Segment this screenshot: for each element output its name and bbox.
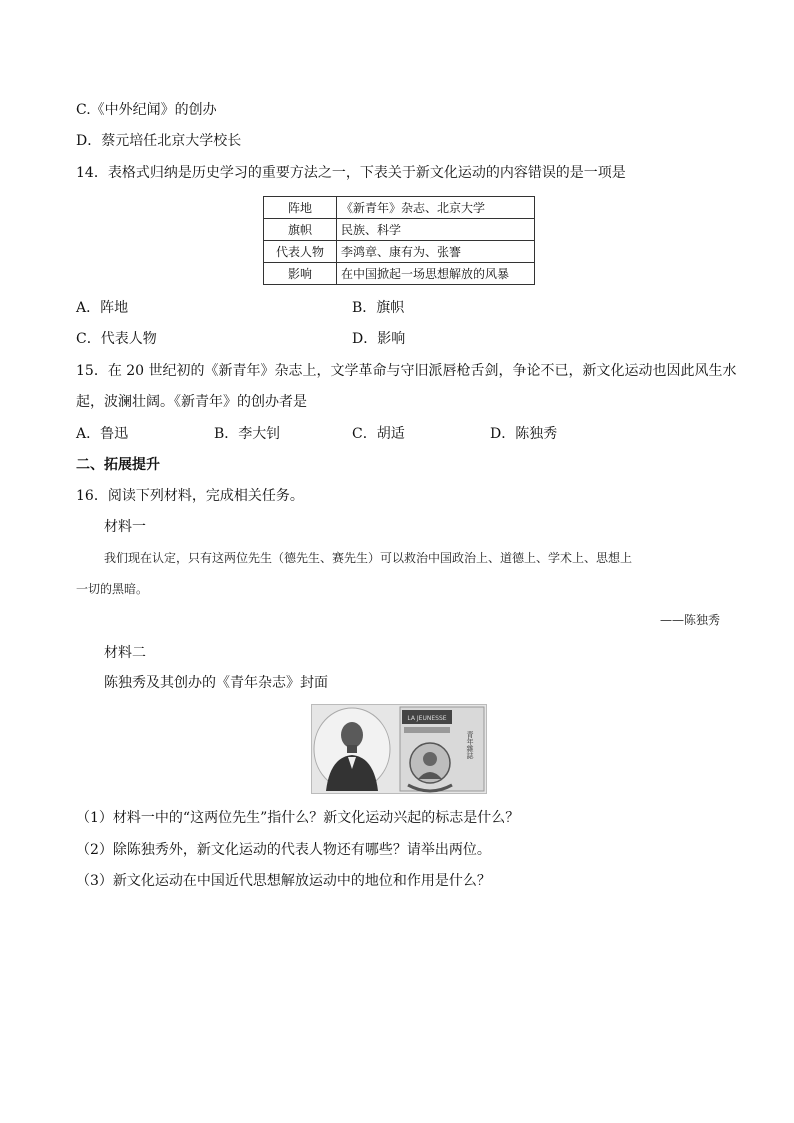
q14-option-d: D．影响 [352, 331, 406, 347]
q16-stem: 16．阅读下列材料，完成相关任务。 [76, 488, 304, 504]
table-row [264, 197, 535, 219]
q16-subquestion-1: （1）材料一中的“这两位先生”指什么？新文化运动兴起的标志是什么？ [76, 810, 520, 826]
cover-title: LA JEUNESSE [407, 715, 447, 722]
q15-option-b: B．李大钊 [214, 426, 281, 442]
q14-table [263, 196, 535, 285]
table-value: 《新青年》杂志、北京大学 [337, 197, 535, 219]
material-1-quote-line2: 一切的黑暗。 [76, 582, 149, 596]
material-1-attribution: ——陈独秀 [659, 613, 720, 627]
q16-subquestion-2: （2）除陈独秀外，新文化运动的代表人物还有哪些？请举出两位。 [76, 842, 491, 858]
q15-option-c: C．胡适 [352, 426, 405, 442]
q14-stem: 14．表格式归纳是历史学习的重要方法之一，下表关于新文化运动的内容错误的是一项是 [76, 165, 626, 181]
material-2-title: 材料二 [104, 645, 146, 661]
table-key: 旗帜 [264, 219, 337, 241]
q16-subquestion-3: （3）新文化运动在中国近代思想解放运动中的地位和作用是什么？ [76, 873, 491, 889]
table-value: 李鸿章、康有为、张謇 [337, 241, 535, 263]
table-key: 代表人物 [264, 241, 337, 263]
q14-option-c: C．代表人物 [76, 331, 157, 347]
material-1-title: 材料一 [104, 519, 146, 535]
q15-option-a: A．鲁迅 [76, 426, 129, 442]
cover-vertical-title: 青年雜誌 [466, 731, 474, 759]
table-value: 在中国掀起一场思想解放的风暴 [337, 263, 535, 285]
q15-stem-line1: 15．在 20 世纪初的《新青年》杂志上，文学革命与守旧派唇枪舌剑，争论不已，新文化运动也因此风生水 [76, 363, 737, 379]
table-key: 影响 [264, 263, 337, 285]
table-key: 阵地 [264, 197, 337, 219]
q14-option-a: A．阵地 [76, 300, 129, 316]
magazine-cover-image [311, 704, 487, 794]
q15-option-d: D．陈独秀 [490, 426, 558, 442]
section-title: 二、拓展提升 [76, 457, 160, 473]
table-value: 民族、科学 [337, 219, 535, 241]
q13-option-c: C.《中外纪闻》的创办 [76, 102, 217, 118]
material-2-caption: 陈独秀及其创办的《青年杂志》封面 [104, 675, 328, 691]
table-row [264, 263, 535, 285]
table-row [264, 241, 535, 263]
q14-option-b: B．旗帜 [352, 300, 405, 316]
table-row [264, 219, 535, 241]
q15-stem-line2: 起，波澜壮阔。《新青年》的创办者是 [76, 394, 307, 410]
material-1-quote-line1: 我们现在认定，只有这两位先生（德先生、赛先生）可以救治中国政治上、道德上、学术上、思想上 [104, 551, 633, 565]
q13-option-d: D．蔡元培任北京大学校长 [76, 133, 242, 149]
